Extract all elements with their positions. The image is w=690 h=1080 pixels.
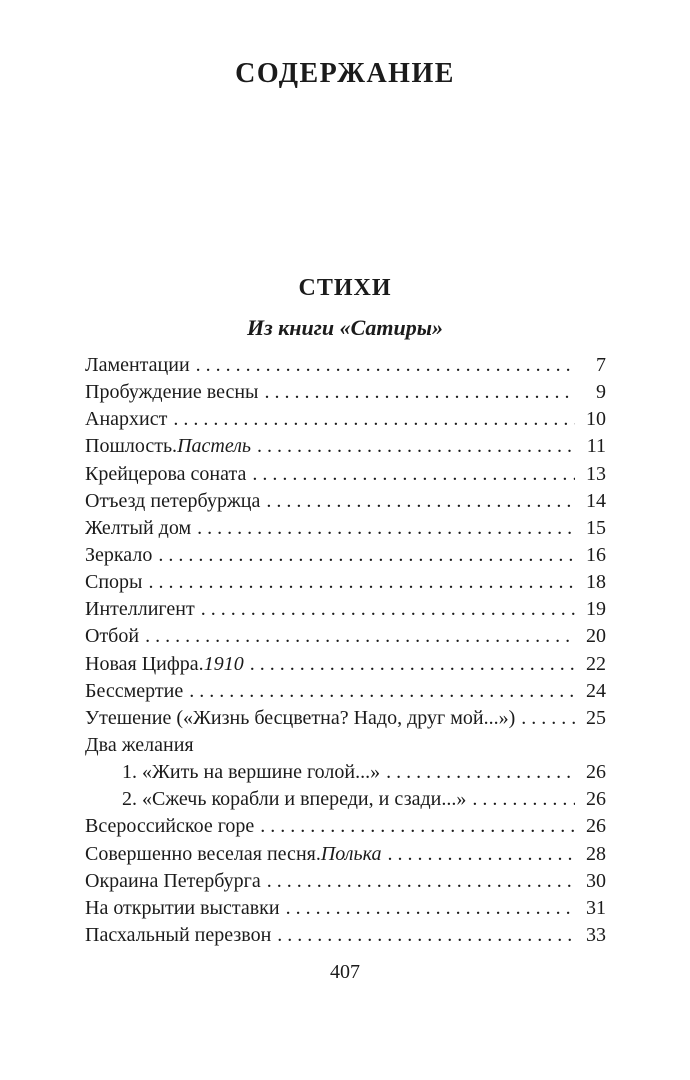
toc-entry-title: Окраина Петербурга — [85, 869, 261, 892]
toc-entry-title: Новая Цифра. — [85, 652, 204, 675]
dot-leader — [380, 759, 575, 786]
toc-entry — [85, 813, 606, 840]
dot-leader — [139, 623, 575, 650]
toc-entry — [85, 515, 606, 542]
toc-entry — [85, 705, 606, 732]
dot-leader — [280, 895, 575, 922]
toc-entry-title: Желтый дом — [85, 516, 192, 539]
toc-entry-page: 10 — [586, 408, 606, 431]
toc-entry-title: Зеркало — [85, 543, 153, 566]
dot-leader — [152, 542, 575, 569]
toc-entry-title: Совершенно веселая песня. — [85, 842, 321, 865]
table-of-contents — [85, 352, 606, 949]
dot-leader — [261, 868, 575, 895]
toc-entry-page: 28 — [586, 842, 606, 865]
toc-entry-title: Ламентации — [85, 354, 190, 376]
toc-entry-title-italic: 1910 — [203, 652, 244, 675]
toc-entry-title: Пробуждение весны — [85, 381, 259, 404]
toc-entry-title: Анархист — [85, 408, 168, 431]
dot-leader — [183, 678, 575, 705]
dot-leader — [167, 406, 575, 433]
toc-entry — [85, 488, 606, 515]
toc-entry-page: 20 — [586, 625, 606, 648]
dot-leader — [244, 651, 575, 678]
toc-entry-page: 24 — [586, 679, 606, 702]
toc-entry — [85, 868, 606, 895]
toc-entry-title: Отъезд петербуржца — [85, 489, 261, 512]
toc-entry — [85, 569, 606, 596]
toc-entry-title: 1. «Жить на вершине голой...» — [122, 761, 381, 784]
toc-entry — [85, 406, 606, 433]
dot-leader — [142, 569, 575, 596]
dot-leader — [195, 596, 575, 623]
toc-entry-title-italic: Полька — [320, 842, 382, 865]
dot-leader — [258, 379, 575, 406]
toc-entry — [85, 786, 606, 813]
toc-entry-page: 9 — [596, 381, 606, 404]
toc-entry-title: Пошлость. — [85, 435, 178, 458]
toc-entry — [85, 651, 606, 678]
dot-leader — [246, 461, 575, 488]
toc-entry-title: Бессмертие — [85, 679, 184, 702]
toc-entry-title: Два желания — [85, 733, 194, 756]
toc-entry-page: 31 — [586, 896, 606, 919]
toc-entry-title: Всероссийское горе — [85, 815, 255, 838]
toc-entry-page: 25 — [586, 706, 606, 729]
toc-entry-title: Интеллигент — [85, 598, 195, 621]
toc-entry — [85, 895, 606, 922]
toc-entry-title-italic: Пастель — [177, 435, 252, 458]
dot-leader — [466, 786, 575, 813]
toc-entry-page: 16 — [586, 543, 606, 566]
toc-entry — [85, 596, 606, 623]
toc-entry-title: Пасхальный перезвон — [85, 923, 272, 946]
toc-entry — [85, 352, 606, 379]
toc-entry-page: 26 — [586, 815, 606, 838]
dot-leader — [515, 705, 575, 732]
toc-entry-title: Отбой — [85, 625, 140, 648]
toc-entry-page: 18 — [586, 571, 606, 594]
dot-leader — [271, 922, 575, 949]
toc-entry-page: 22 — [586, 652, 606, 675]
dot-leader — [190, 352, 575, 379]
toc-entry — [85, 461, 606, 488]
toc-entry-page: 15 — [586, 516, 606, 539]
page-number-footer: 407 — [330, 961, 360, 983]
contents-title: СОДЕРЖАНИЕ — [235, 58, 455, 89]
toc-entry — [85, 841, 606, 868]
toc-entry-page: 30 — [586, 869, 606, 892]
toc-entry-page: 11 — [586, 435, 606, 458]
toc-entry-title: Утешение («Жизнь бесцветна? Надо, друг мой...») — [85, 706, 516, 729]
toc-entry-title: Споры — [85, 571, 143, 594]
toc-entry — [85, 623, 606, 650]
dot-leader — [260, 488, 575, 515]
toc-entry-page: 26 — [586, 788, 606, 811]
toc-entry — [85, 542, 606, 569]
toc-entry-page: 33 — [586, 923, 606, 946]
dot-leader — [191, 515, 575, 542]
toc-entry — [85, 433, 606, 460]
toc-entry-page: 26 — [586, 761, 606, 784]
toc-entry-page: 7 — [596, 354, 606, 376]
toc-entry-title: 2. «Сжечь корабли и впереди, и сзади...» — [122, 788, 467, 811]
toc-entry-page: 14 — [586, 489, 606, 512]
subsection-heading-satires: Из книги «Сатиры» — [246, 315, 444, 340]
toc-entry — [85, 759, 606, 786]
toc-entry-title: Крейцерова соната — [85, 462, 247, 485]
toc-entry — [85, 732, 606, 759]
dot-leader — [381, 841, 575, 868]
toc-entry-page: 13 — [586, 462, 606, 485]
section-heading-poems: СТИХИ — [298, 275, 392, 301]
dot-leader — [254, 813, 575, 840]
toc-entry — [85, 678, 606, 705]
toc-entry — [85, 922, 606, 949]
dot-leader — [251, 433, 575, 460]
toc-entry — [85, 379, 606, 406]
toc-entry-title: На открытии выставки — [85, 896, 280, 919]
toc-entry-page: 19 — [586, 598, 606, 621]
